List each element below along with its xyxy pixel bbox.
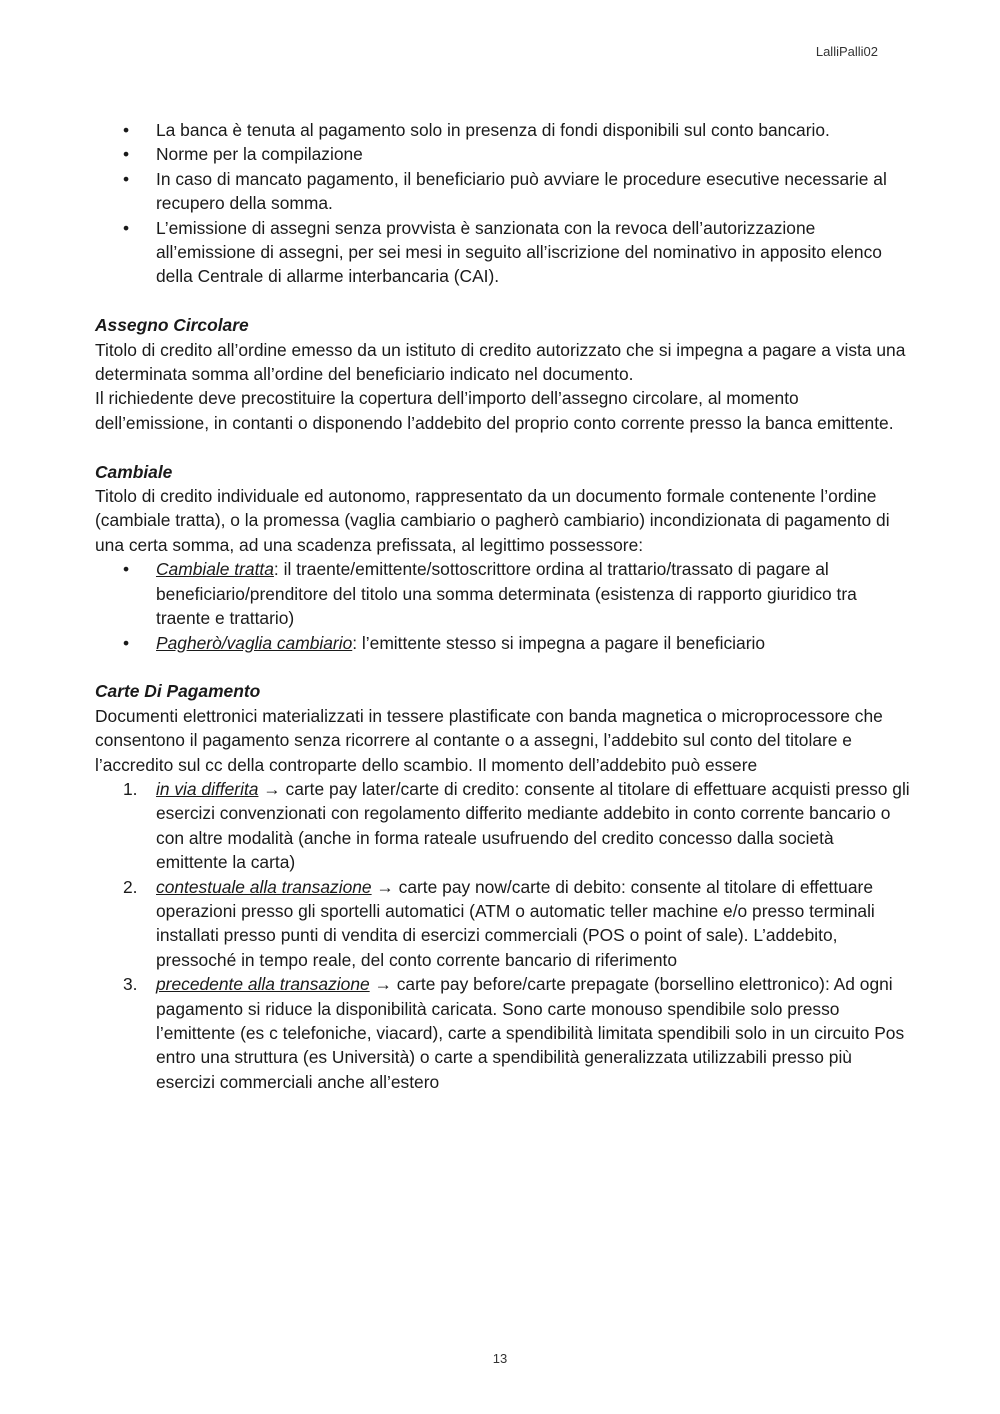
term: in via differita bbox=[156, 778, 259, 799]
bullet-icon: • bbox=[123, 144, 130, 165]
list-item: 2. contestuale alla transazione → carte pay now/carte di debito: consente al titolare di effettuare operazioni presso gli sportelli automatici (ATM o automatic teller machine e/o presso terminali installati presso punti di vendita di esercizi commerciali (POS o point of sale). L’addebito, pressoché in tempo reale, del conto corrente bancario di riferimento bbox=[123, 876, 875, 970]
cambiale-bullet-list bbox=[95, 557, 910, 655]
intro-bullet-list bbox=[95, 118, 910, 289]
list-item: • Norme per la compilazione bbox=[95, 142, 910, 166]
list-item: • Pagherò/vaglia cambiario: l’emittente stesso si impegna a pagare il beneficiario bbox=[95, 631, 910, 655]
item-number: 3. bbox=[123, 974, 138, 995]
list-item: • Cambiale tratta: il traente/emittente/sottoscrittore ordina al trattario/trassato di pagare al beneficiario/prenditore del titolo una somma determinata (esistenza di rapporto giuridico tra traente e trattario) bbox=[123, 559, 857, 629]
page-content bbox=[95, 118, 910, 1094]
paragraph: Titolo di credito all’ordine emesso da un istituto di credito autorizzato che si impegna a pagare a vista una determinata somma all’ordine del beneficiario indicato nel documento. bbox=[95, 339, 906, 385]
paragraph: Titolo di credito individuale ed autonomo, rappresentato da un documento formale contenente l’ordine (cambiale tratta), o la promessa (vaglia cambiario o pagherò cambiario) incondizionata di pagamento di una certa somma, ad una scadenza prefissata, al legittimo possessore: bbox=[95, 486, 890, 555]
section-title: Cambiale bbox=[95, 461, 173, 482]
section-title: Carte Di Pagamento bbox=[95, 681, 261, 702]
list-item: • La banca è tenuta al pagamento solo in presenza di fondi disponibili sul conto bancario. bbox=[95, 118, 910, 142]
section-title: Assegno Circolare bbox=[95, 315, 249, 336]
page-number: 13 bbox=[492, 1351, 508, 1366]
term: Cambiale tratta bbox=[156, 559, 274, 580]
paragraph: Il richiedente deve precostituire la copertura dell’importo dell’assegno circolare, al momento dell’emissione, in contanti o disponendo l’addebito del proprio conto corrente presso la banca emittente. bbox=[95, 388, 894, 433]
list-item: 3. precedente alla transazione → carte pay before/carte prepagate (borsellino elettronico): Ad ogni pagamento si riduce la disponibilità caricata. Sono carte monouso spendibile solo presso l’emittente (es c telefoniche, viacard), carte a spendibilità limitata spendibili solo in un circuito Pos entro una struttura (es Università) o carte a spendibilità generalizzata utilizzabili presso più esercizi commerciali anche all’estero bbox=[123, 974, 905, 1092]
paragraph: Documenti elettronici materializzati in tessere plastificate con banda magnetica o microprocessore che consentono il pagamento senza ricorrere al contante o a assegni, l’addebito sul conto del titolare e l’accredito sul cc della controparte dello scambio. Il momento dell’addebito può essere bbox=[95, 705, 883, 775]
list-item: 1. in via differita → carte pay later/carte di credito: consente al titolare di effettuare acquisti presso gli esercizi convenzionati con regolamento differito mediante addebito in conto corrente bancario o con altre modalità (anche in forma rateale usufruendo del credito concesso dalla società emittente la carta) bbox=[123, 778, 910, 873]
page-header: LalliPalli02 bbox=[815, 44, 878, 59]
carte-numbered-list bbox=[95, 777, 910, 1094]
item-number: 2. bbox=[123, 876, 138, 897]
bullet-icon: • bbox=[123, 120, 130, 140]
list-item: • In caso di mancato pagamento, il beneficiario può avviare le procedure esecutive necessarie al recupero della somma. bbox=[123, 168, 887, 214]
bullet-icon: • bbox=[123, 168, 130, 189]
term: Pagherò/vaglia cambiario bbox=[156, 632, 353, 653]
list-item: • L’emissione di assegni senza provvista è sanzionata con la revoca dell’autorizzazione all’emissione di assegni, per sei mesi in seguito all’iscrizione del nominativo in apposito elenco della Centrale di allarme interbancaria (CAI). bbox=[123, 217, 882, 287]
bullet-icon: • bbox=[123, 217, 130, 238]
item-number: 1. bbox=[123, 778, 138, 799]
term: contestuale alla transazione bbox=[156, 876, 372, 897]
bullet-icon: • bbox=[123, 632, 130, 653]
section-carte-di-pagamento bbox=[95, 679, 910, 1094]
bullet-icon: • bbox=[123, 559, 130, 580]
section-cambiale bbox=[95, 460, 910, 655]
term: precedente alla transazione bbox=[156, 974, 370, 995]
section-assegno-circolare bbox=[95, 313, 910, 435]
